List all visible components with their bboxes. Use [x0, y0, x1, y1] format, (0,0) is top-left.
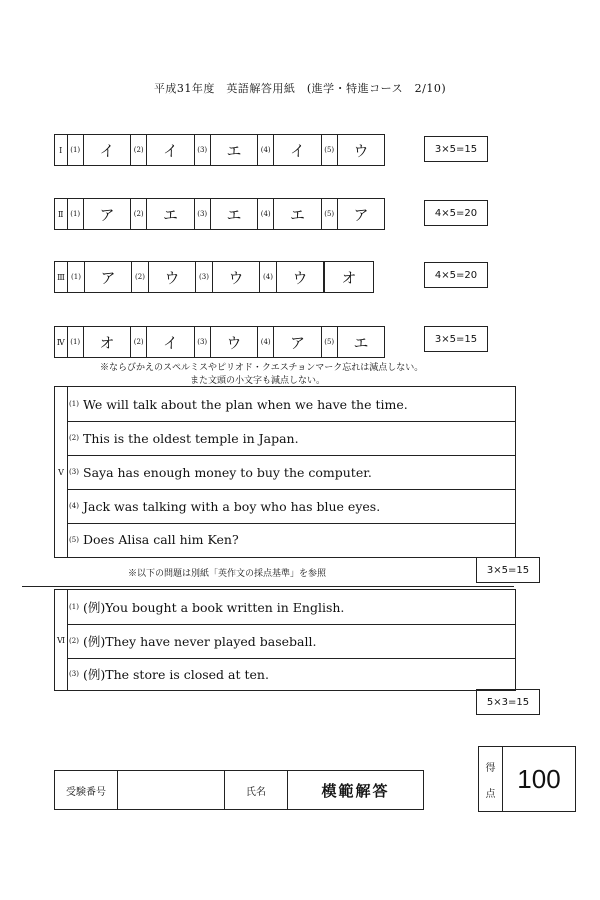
question-number: (2) [69, 637, 79, 645]
answer-cell: ウ [277, 262, 324, 292]
answer-cell: ア [85, 262, 132, 292]
question-number: (1) [68, 262, 85, 292]
question-number: (3) [195, 135, 211, 165]
question-number: (2) [131, 199, 147, 229]
answer-line [67, 658, 515, 689]
question-number: (2) [131, 135, 147, 165]
answer-cell: エ [353, 333, 369, 352]
answer-sentence: We will talk about the plan when we have the time. [83, 396, 408, 412]
question-number: (2) [132, 262, 149, 292]
page-title: 平成31年度 英語解答用紙 (進学・特進コース 2/10) [153, 82, 447, 95]
total-score-value: 100 [517, 763, 561, 794]
section-roman: Ⅰ [55, 135, 68, 165]
section-roman: Ⅲ [55, 262, 68, 292]
score-box-6: 5×3=15 [476, 689, 540, 715]
question-number: (1) [68, 135, 84, 165]
answer-cell: ウ [211, 327, 258, 357]
answer-cell: ア [84, 199, 131, 229]
exam-number-field[interactable] [118, 771, 225, 809]
spelling-note-line-2: また文頭の小文字も減点しない。 [190, 376, 326, 386]
answer-sentence: (例)They have never played baseball. [83, 634, 317, 649]
question-number: (4) [258, 327, 274, 357]
answer-line [67, 489, 515, 524]
answer-cell: イ [147, 135, 194, 165]
answer-sentence: Saya has enough money to buy the computer. [83, 464, 372, 480]
answer-cell: エ [274, 199, 321, 229]
answer-line [67, 421, 515, 456]
question-number: (3) [196, 262, 213, 292]
answer-cell: ア [353, 205, 369, 224]
answer-cell: イ [147, 327, 194, 357]
answer-sentence: Does Alisa call him Ken? [83, 532, 239, 547]
question-number: (4) [260, 262, 277, 292]
answer-cell: ウ [213, 262, 260, 292]
name-label: 氏名 [225, 771, 288, 809]
score-label-char: 得 [485, 762, 496, 774]
spelling-note-line-1: ※ならびかえのスペルミスやピリオド・クエスチョンマーク忘れは減点しない。 [100, 363, 424, 373]
section-2-answer-row [54, 198, 385, 230]
question-number: (3) [69, 669, 79, 678]
essay-reference-note: ※以下の問題は別紙「英作文の採点基準」を参照 [128, 569, 327, 579]
answer-cell: オ [84, 327, 131, 357]
score-box-5: 3×5=15 [476, 557, 540, 583]
answer-cell: ウ [149, 262, 196, 292]
section-roman: Ⅵ [55, 590, 68, 690]
section-roman: Ⅴ [55, 387, 68, 557]
answer-cell: イ [274, 135, 321, 165]
question-number: (3) [195, 199, 211, 229]
score-box-2: 4×5=20 [424, 200, 488, 226]
section-4-answer-row [54, 326, 385, 358]
section-1-answer-row [54, 134, 385, 166]
answer-line [67, 387, 515, 422]
question-number: (5) [322, 199, 338, 229]
answer-line [67, 455, 515, 490]
question-number: (5) [69, 535, 79, 544]
question-number: (4) [258, 135, 274, 165]
answer-sentence: Jack was talking with a boy who has blue eyes. [83, 498, 381, 514]
question-number: (3) [195, 327, 211, 357]
divider [22, 586, 514, 587]
question-number: (4) [69, 502, 79, 510]
question-number: (4) [258, 199, 274, 229]
answer-sentence: This is the oldest temple in Japan. [83, 430, 299, 446]
answer-cell: オ [324, 262, 373, 292]
section-5-box [54, 386, 516, 558]
answer-cell: エ [147, 199, 194, 229]
question-number: (5) [322, 135, 338, 165]
score-label-char: 点 [485, 788, 496, 800]
answer-line [67, 590, 515, 625]
score-box-1: 3×5=15 [424, 136, 488, 162]
question-number: (1) [68, 199, 84, 229]
question-number: (2) [131, 327, 147, 357]
score-label [479, 747, 503, 811]
section-6-box [54, 589, 516, 691]
answer-cell: エ [211, 135, 258, 165]
section-roman: Ⅳ [55, 327, 68, 357]
answer-cell: イ [84, 135, 131, 165]
name-field[interactable]: 模範解答 [321, 781, 390, 800]
answer-sentence: (例)The store is closed at ten. [83, 666, 269, 682]
answer-sentence: (例)You bought a book written in English. [83, 600, 345, 615]
score-box-3: 4×5=20 [424, 262, 488, 288]
question-number: (1) [69, 603, 79, 611]
answer-line [67, 523, 515, 556]
answer-cell: エ [211, 199, 258, 229]
question-number: (2) [69, 434, 79, 442]
question-number: (1) [69, 400, 79, 408]
section-roman: Ⅱ [55, 199, 68, 229]
exam-number-label: 受験番号 [55, 771, 118, 809]
total-score-box [478, 746, 576, 812]
score-box-4: 3×5=15 [424, 326, 488, 352]
answer-cell: ア [274, 327, 321, 357]
question-number: (1) [68, 327, 84, 357]
answer-line [67, 624, 515, 659]
question-number: (3) [69, 468, 79, 476]
answer-cell: ウ [353, 141, 369, 160]
student-info-box [54, 770, 424, 810]
section-3-answer-row [54, 261, 374, 293]
question-number: (5) [322, 327, 338, 357]
